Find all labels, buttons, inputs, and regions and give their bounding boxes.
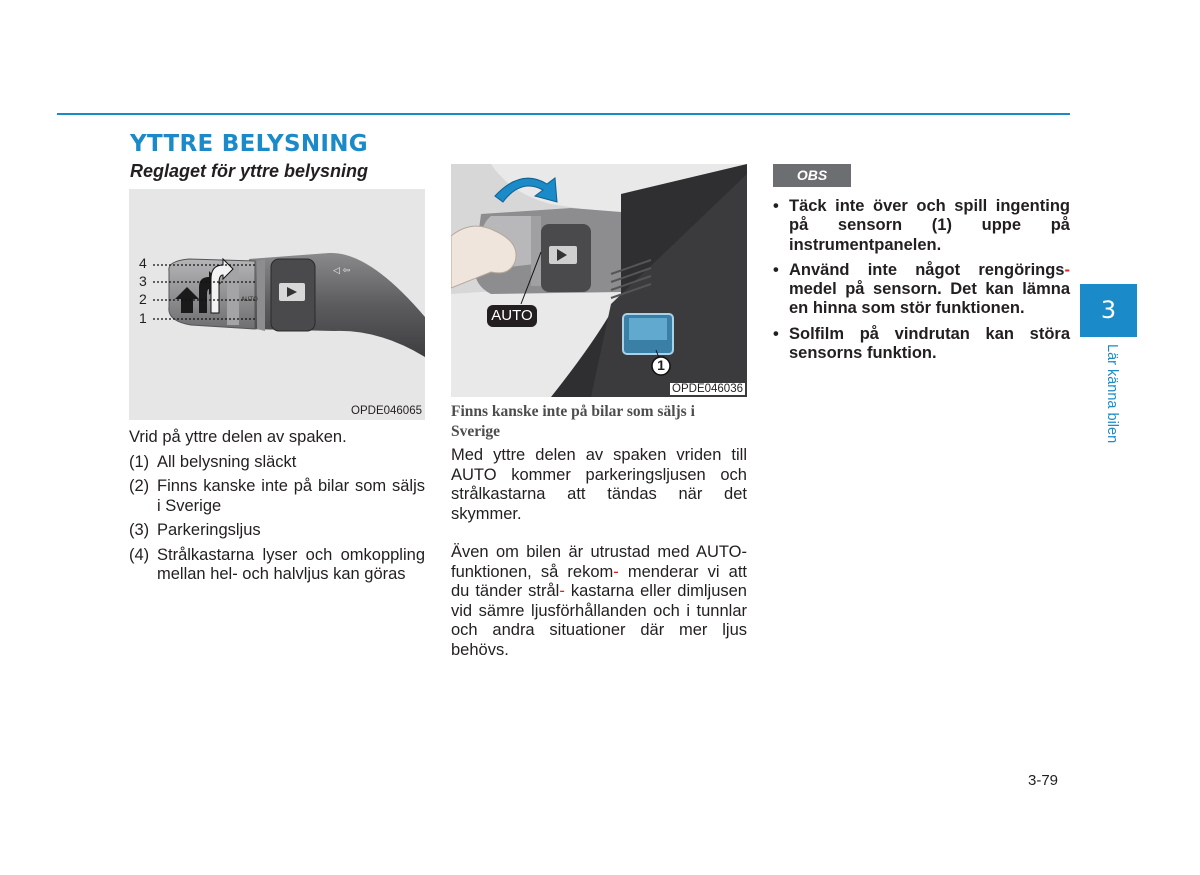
figure-code: OPDE046065 — [351, 405, 422, 417]
list-text: All belysning släckt — [157, 452, 297, 471]
list-number: (2) — [129, 477, 150, 495]
paragraph-2 — [451, 543, 747, 660]
positions-list — [129, 453, 425, 585]
bullet-icon: • — [773, 324, 779, 343]
page-number: 3-79 — [1028, 772, 1059, 789]
section-title: YTTRE BELYSNING — [130, 131, 368, 157]
list-number: (4) — [129, 545, 150, 564]
bullet-text-part-a: Använd inte något rengörings — [789, 260, 1065, 279]
chapter-title: Lär känna bilen — [1104, 344, 1120, 444]
list-number: (3) — [129, 521, 150, 539]
hyphen-mark: - — [613, 562, 619, 581]
bullet-text: Solfilm på vindrutan kan störa sensorns funktion. — [789, 324, 1070, 363]
figure-caption: Finns kanske inte på bilar som säljs i Sverige — [451, 403, 695, 440]
list-item — [129, 453, 425, 473]
list-item — [773, 261, 1070, 319]
auto-label: AUTO — [491, 307, 533, 324]
bullet-icon: • — [773, 260, 779, 279]
list-item — [773, 325, 1070, 364]
hyphen-mark: - — [559, 582, 565, 600]
list-text: Parkeringsljus — [157, 521, 261, 539]
auto-sensor-figure — [451, 164, 747, 397]
chapter-tab: 3 — [1080, 284, 1137, 337]
left-body — [129, 428, 425, 590]
svg-text:◁ ⇦: ◁ ⇦ — [333, 266, 351, 276]
notice-list — [773, 197, 1070, 363]
svg-text:AUTO: AUTO — [241, 296, 258, 303]
hyphen-mark: - — [1064, 260, 1070, 279]
intro-text: Vrid på yttre delen av spaken. — [129, 428, 347, 446]
bullet-text-part-b: medel på sensorn. Det kan lämna en hinna som stör funktionen. — [789, 280, 1070, 318]
paragraph-2-part-b: menderar vi att du tänder strål — [451, 562, 747, 600]
notice-body — [773, 197, 1070, 369]
subsection-title: Reglaget för yttre belysning — [130, 161, 369, 181]
stalk-illustration — [129, 189, 425, 420]
paragraph-2-part-a: Även om bilen är utrustad med AUTO-funktionen, så rekom — [451, 543, 747, 581]
list-item — [773, 197, 1070, 255]
list-item — [129, 521, 425, 541]
list-item — [129, 546, 425, 585]
auto-sensor-illustration — [451, 164, 747, 397]
position-label-2: 2 — [139, 291, 147, 307]
list-number: (1) — [129, 452, 150, 471]
position-label-4: 4 — [139, 255, 147, 271]
stalk-figure — [129, 189, 425, 420]
position-label-1: 1 — [139, 310, 147, 326]
paragraph-2-part-c: kastarna eller dimljusen vid sämre ljusförhållanden och i tunnlar och andra situationer där mer ljus behövs. — [451, 582, 747, 659]
sensor-label: 1 — [657, 357, 665, 373]
list-item — [129, 477, 425, 516]
bullet-text — [789, 261, 1070, 319]
list-text: Strålkastarna lyser och omkoppling mellan hel- och halvljus kan göras — [157, 545, 425, 583]
bullet-text: Täck inte över och spill ingenting på sensorn (1) uppe på instrumentpanelen. — [789, 197, 1070, 254]
position-label-3: 3 — [139, 273, 147, 289]
bullet-icon: • — [773, 197, 779, 215]
middle-body — [451, 402, 747, 660]
figure-code: OPDE046036 — [672, 383, 743, 395]
paragraph-1: Med yttre delen av spaken vriden till AUTO kommer parkeringsljusen och strålkastarna att tändas när det skymmer. — [451, 446, 747, 523]
list-text: Finns kanske inte på bilar som säljs i Sverige — [157, 477, 425, 515]
header-rule — [57, 113, 1070, 115]
notice-badge: OBS — [773, 164, 851, 187]
